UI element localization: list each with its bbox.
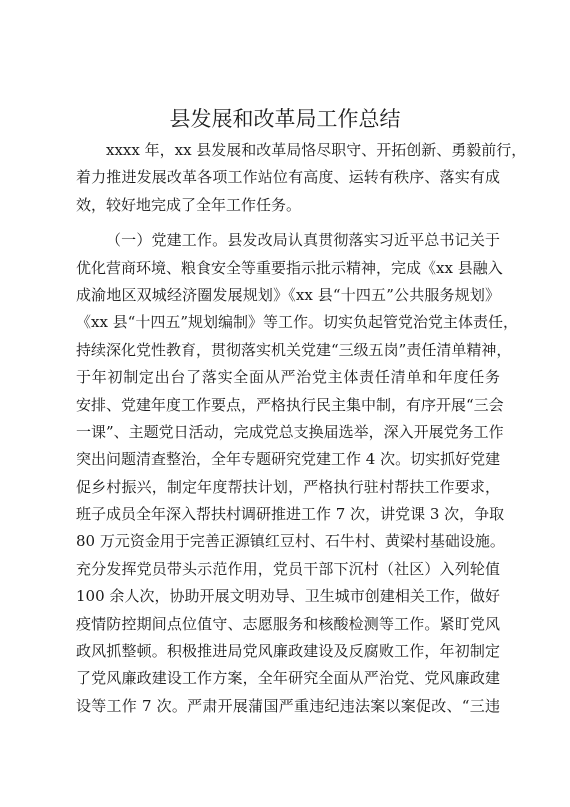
paragraph-line: 突出问题清查整治，全年专题研究党建工作 4 次。切实抓好党建 bbox=[76, 450, 501, 469]
paragraph-line: 效，较好地完成了全年工作任务。 bbox=[76, 195, 302, 214]
paragraph-line: 安排、党建年度工作要点，严格执行民主集中制，有序开展“三会 bbox=[76, 395, 504, 414]
paragraph-line: 《xx 县“十四五”规划编制》等工作。切实负起管党治党主体责任， bbox=[76, 313, 519, 332]
document-body bbox=[76, 137, 527, 720]
paragraph-line: 80 万元资金用于完善正源镇红豆村、石牛村、黄梁村基础设施。 bbox=[76, 532, 505, 551]
paragraph-line: 优化营商环境、粮食安全等重要指示批示精神，完成《xx 县融入 bbox=[76, 258, 503, 277]
document-title: 县发展和改革局工作总结 bbox=[169, 107, 401, 131]
paragraph-line: 着力推进发展改革各项工作站位有高度、运转有秩序、落实有成 bbox=[76, 168, 500, 187]
paragraph-line: 成渝地区双城经济圈发展规划》《xx 县“十四五”公共服务规划》 bbox=[76, 285, 500, 304]
paragraph-gap bbox=[76, 219, 500, 227]
paragraph-party-building bbox=[76, 227, 519, 720]
paragraph-line: 100 余人次，协助开展文明劝导、卫生城市创建相关工作，做好 bbox=[76, 587, 500, 606]
paragraph-line: （一）党建工作。县发改局认真贯彻落实习近平总书记关于 bbox=[106, 231, 500, 250]
paragraph-line: 一课”、主题党日活动，完成党总支换届选举，深入开展党务工作 bbox=[76, 422, 504, 441]
paragraph-line: 充分发挥党员带头示范作用，党员干部下沉村（社区）入列轮值 bbox=[76, 559, 500, 578]
paragraph-line: 了党风廉政建设工作方案，全年研究全面从严治党、党风廉政建 bbox=[76, 669, 500, 688]
paragraph-intro bbox=[76, 137, 527, 219]
paragraph-line: 持续深化党性教育，贯彻落实机关党建“三级五岗”责任清单精神， bbox=[76, 340, 512, 359]
paragraph-line: 于年初制定出台了落实全面从严治党主体责任清单和年度任务 bbox=[76, 368, 500, 387]
paragraph-line: 班子成员全年深入帮扶村调研推进工作 7 次，讲党课 3 次，争取 bbox=[76, 505, 505, 524]
paragraph-line: 政风抓整顿。积极推进局党风廉政建设及反腐败工作，年初制定 bbox=[76, 642, 500, 661]
paragraph-line: 设等工作 7 次。严肃开展蒲国严重违纪违法案以案促改、“三违 bbox=[76, 696, 500, 715]
paragraph-line: 促乡村振兴，制定年度帮扶计划，严格执行驻村帮扶工作要求， bbox=[76, 477, 500, 496]
paragraph-line: 疫情防控期间点位值守、志愿服务和核酸检测等工作。紧盯党风 bbox=[76, 614, 500, 633]
paragraph-line: xxxx 年，xx 县发展和改革局恪尽职守、开拓创新、勇毅前行， bbox=[106, 141, 527, 159]
